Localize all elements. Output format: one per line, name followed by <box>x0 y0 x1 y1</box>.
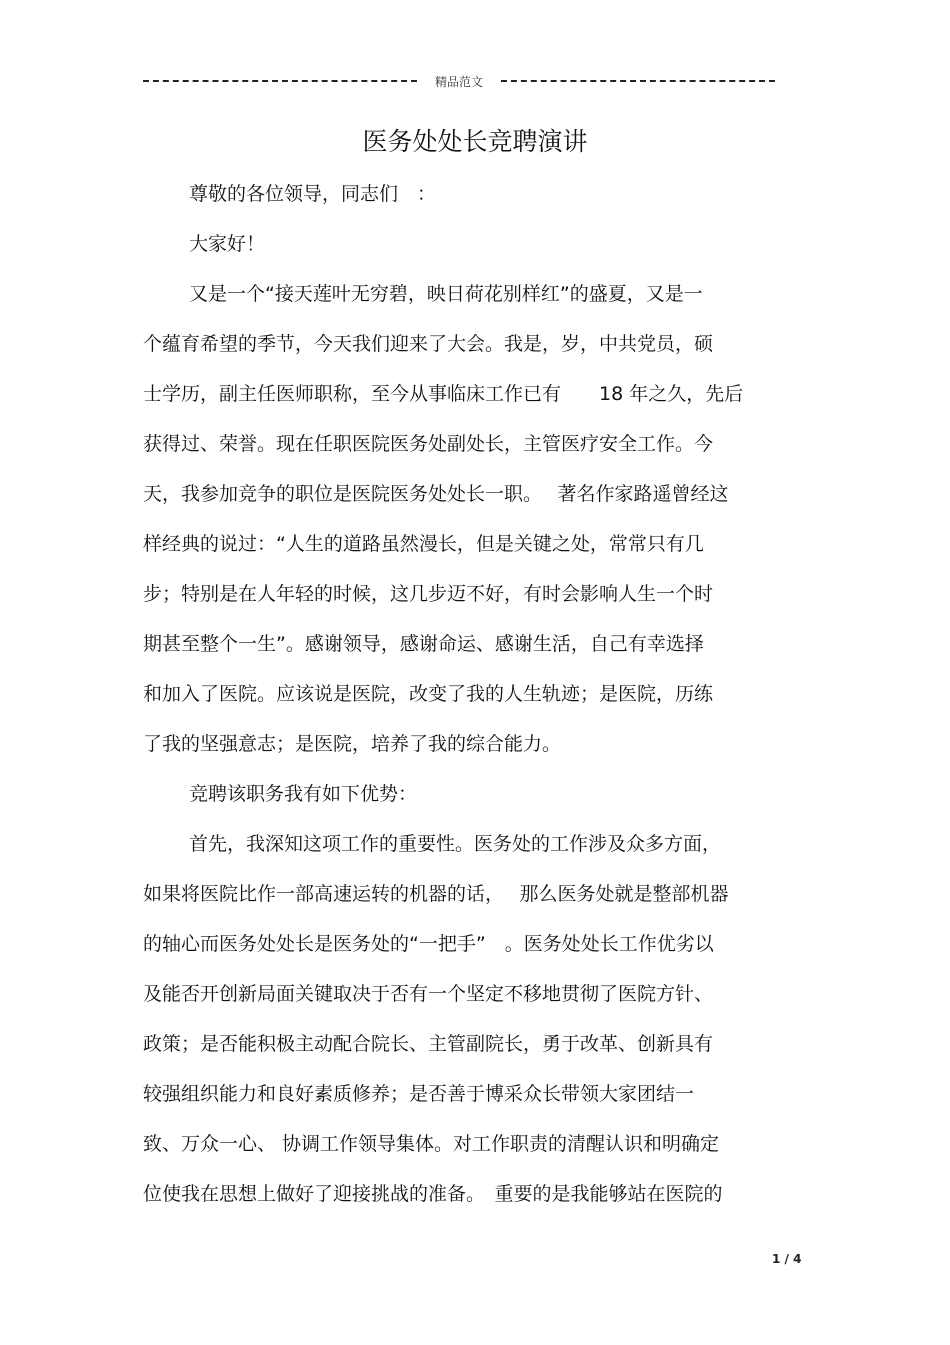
paragraph-line: 首先，我深知这项工作的重要性。医务处的工作涉及众多方面， <box>189 833 722 855</box>
paragraph-line: 如果将医院比作一部高速运转的机器的话， 那么医务处就是整部机器 <box>143 883 729 905</box>
salutation: 尊敬的各位领导，同志们 ： <box>189 183 437 205</box>
paragraph-line: 期甚至整个一生”。感谢领导，感谢命运、感谢生活，自己有幸选择 <box>143 633 704 655</box>
paragraph-line: 及能否开创新局面关键取决于否有一个坚定不移地贯彻了医院方针、 <box>143 983 714 1005</box>
greeting: 大家好！ <box>189 233 266 255</box>
paragraph-line: 又是一个“接天莲叶无穷碧，映日荷花别样红”的盛夏，又是一 <box>189 283 703 305</box>
paragraph-line: 位使我在思想上做好了迎接挑战的准备。 重要的是我能够站在医院的 <box>143 1183 723 1205</box>
paragraph-line: 获得过、荣誉。现在任职医院医务处副处长，主管医疗安全工作。今 <box>143 433 714 455</box>
section-intro: 竞聘该职务我有如下优势： <box>189 783 418 805</box>
paragraph-line: 天，我参加竞争的职位是医院医务处处长一职。 著名作家路遥曾经这 <box>143 483 729 505</box>
paragraph-line: 和加入了医院。应该说是医院，改变了我的人生轨迹；是医院，历练 <box>143 683 714 705</box>
paragraph-line: 较强组织能力和良好素质修养；是否善于博采众长带领大家团结一 <box>143 1083 695 1105</box>
paragraph-line: 致、万众一心、 协调工作领导集体。对工作职责的清醒认识和明确定 <box>143 1133 720 1155</box>
header-dash-left <box>143 80 417 82</box>
paragraph-line: 个蕴育希望的季节，今天我们迎来了大会。我是，岁，中共党员，硕 <box>143 333 714 355</box>
page-header <box>143 70 775 92</box>
paragraph-line: 样经典的说过：“人生的道路虽然漫长，但是关键之处，常常只有几 <box>143 533 704 555</box>
document-title: 医务处处长竞聘演讲 <box>362 127 588 156</box>
paragraph-line: 士学历，副主任医师职称，至今从事临床工作已有 18 年之久，先后 <box>143 383 744 405</box>
paragraph-line: 政策；是否能积极主动配合院长、主管副院长，勇于改革、创新具有 <box>143 1033 714 1055</box>
header-label: 精品范文 <box>435 74 484 89</box>
paragraph-line: 了我的坚强意志；是医院，培养了我的综合能力。 <box>143 733 562 755</box>
paragraph-line: 步；特别是在人年轻的时候，这几步迈不好，有时会影响人生一个时 <box>143 583 714 605</box>
page-number: 1 / 4 <box>772 1252 802 1266</box>
header-dash-right <box>501 80 775 82</box>
paragraph-line: 的轴心而医务处处长是医务处的“一把手” 。医务处处长工作优劣以 <box>143 933 714 955</box>
